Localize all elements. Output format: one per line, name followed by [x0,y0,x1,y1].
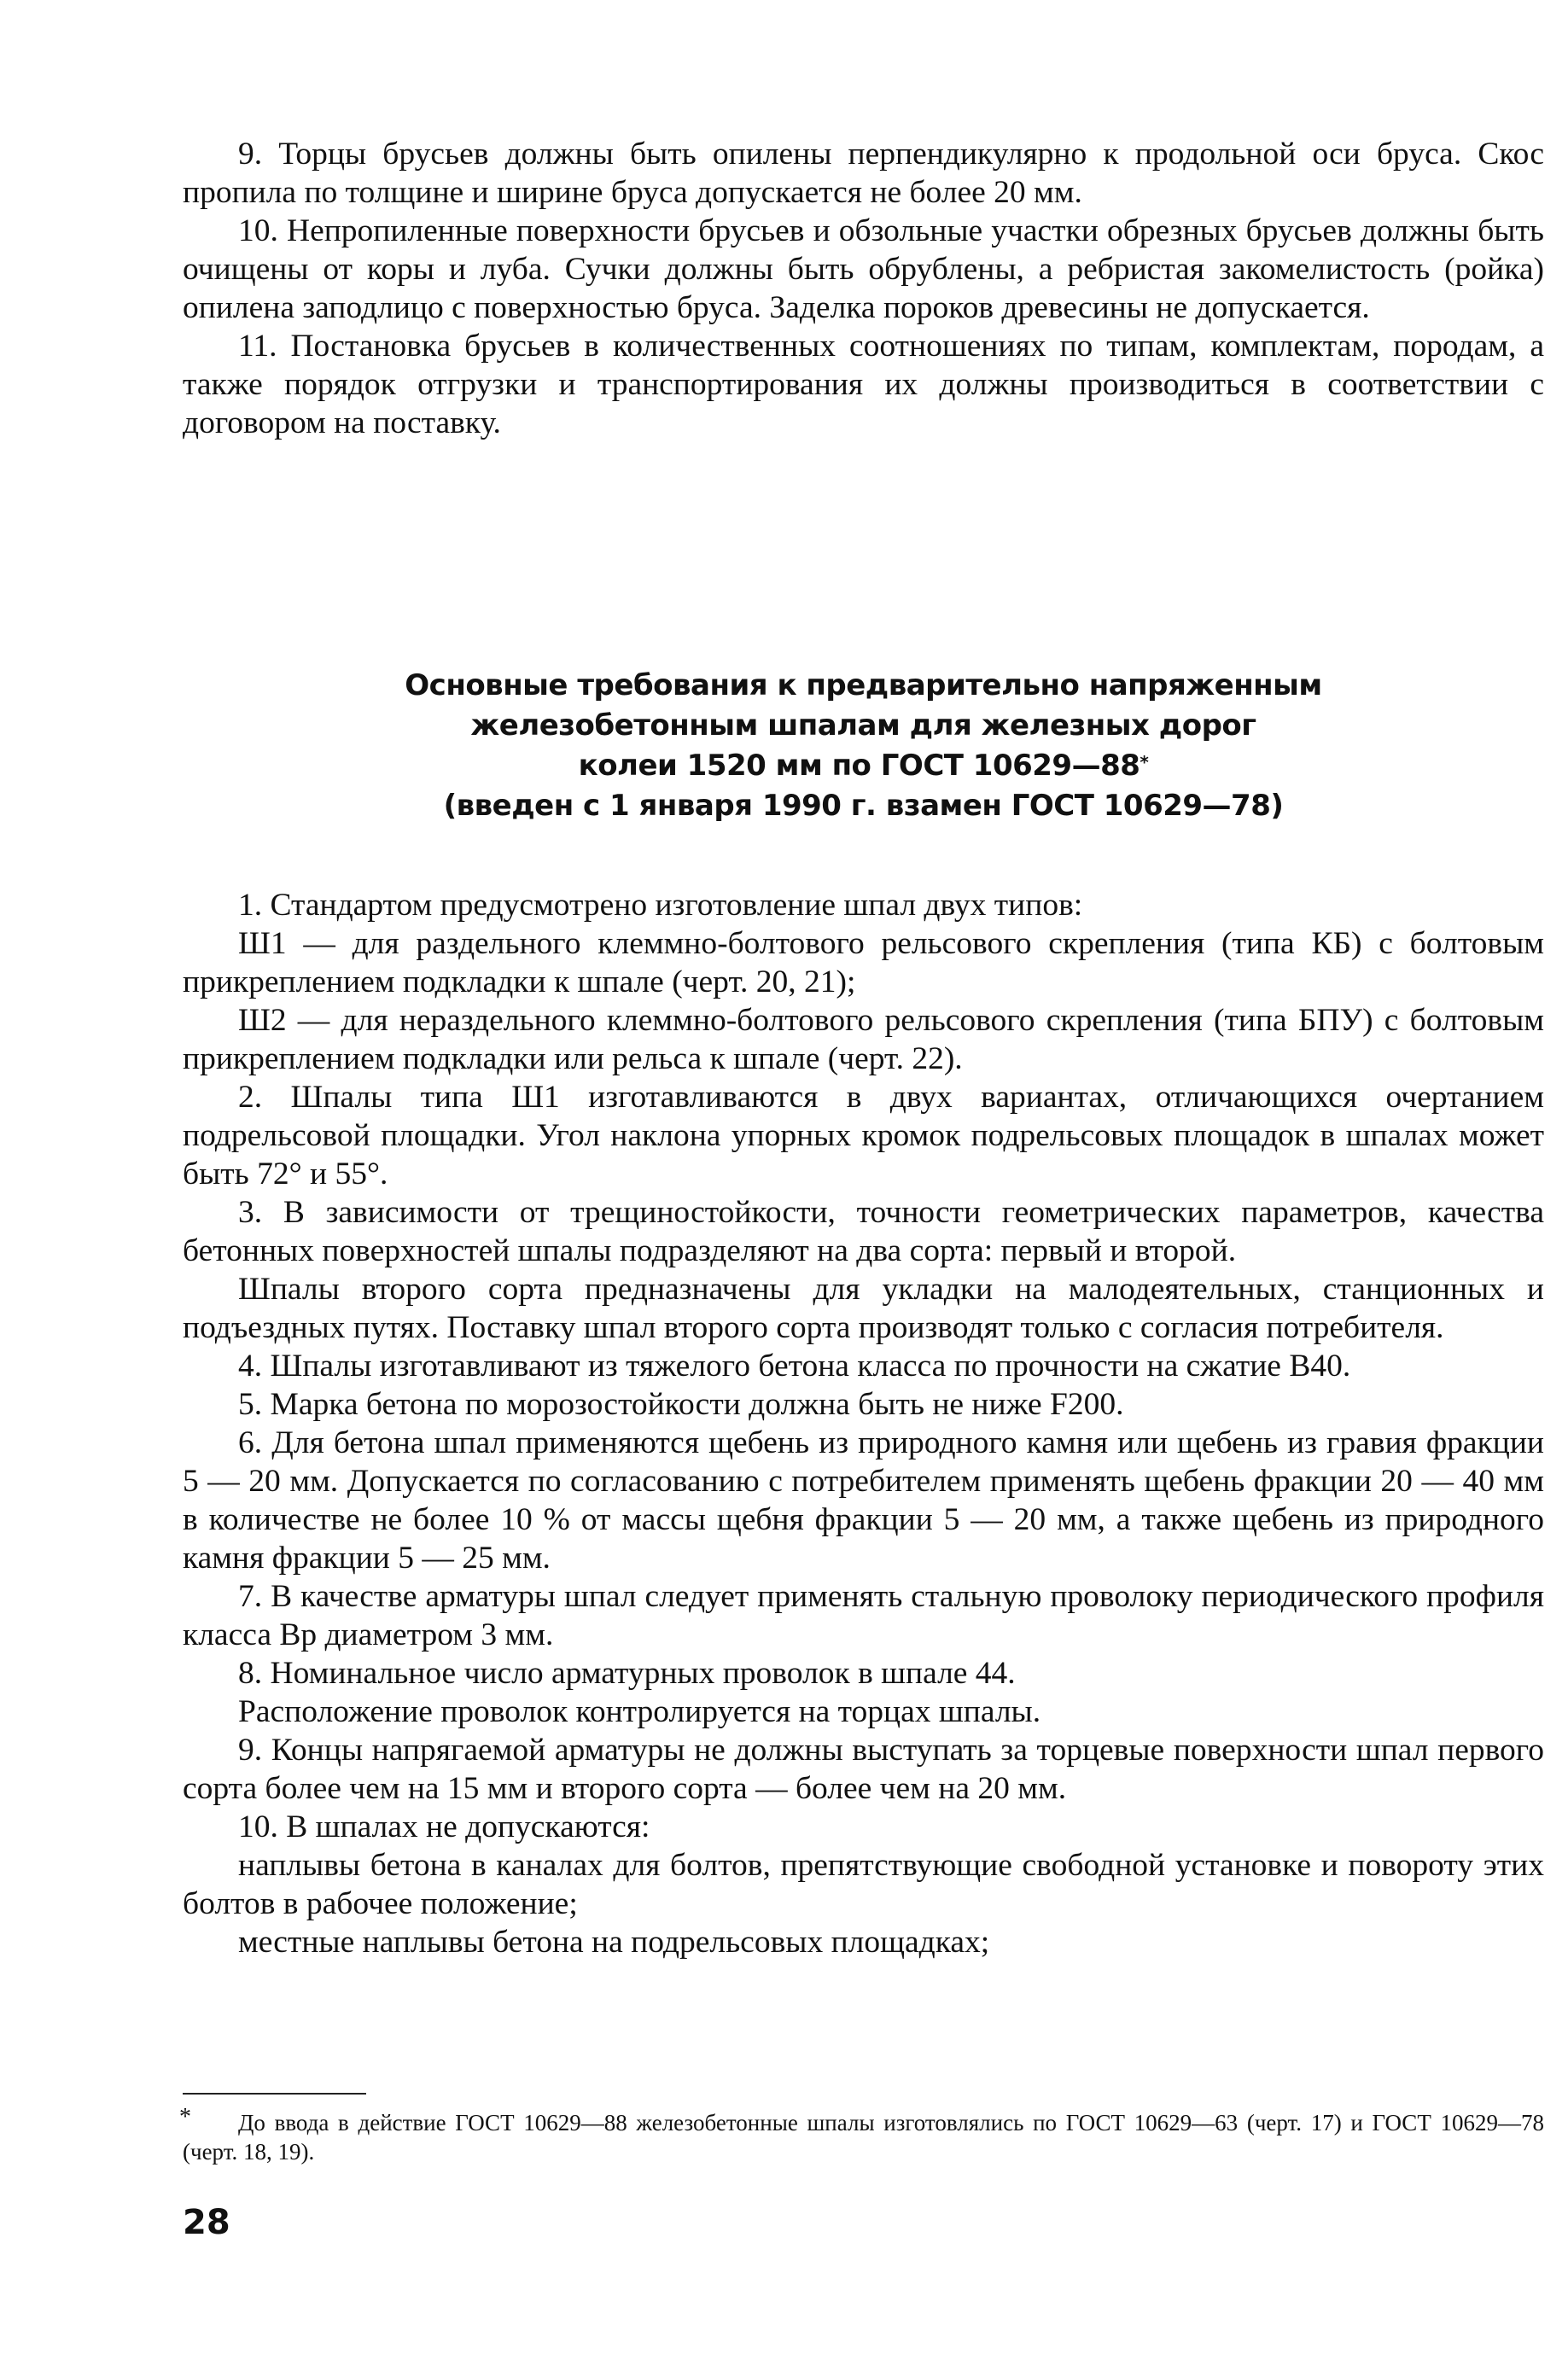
paragraph: Расположение проволок контролируется на торцах шпалы. [238,1694,1041,1729]
page-number: 28 [183,2203,230,2242]
paragraph: 11. Постановка брусьев в количественных соотношениях по типам, комплектам, породам, а также порядок отгрузки и транспортирования их должны производиться в соответствии с договором на поставку. [183,329,1544,440]
paragraph: 8. Номинальное число арматурных проволок в шпале 44. [238,1656,1016,1691]
footnote-text: До ввода в действие ГОСТ 10629—88 железобетонные шпалы изготовлялись по ГОСТ 10629—63 (черт. 17) и ГОСТ 10629—78 (черт. 18, 19). [183,2110,1544,2165]
heading-line: (введен с 1 января 1990 г. взамен ГОСТ 10629—78) [443,789,1284,823]
footnote [179,2104,1544,2166]
paragraph: местные наплывы бетона на подрельсовых площадках; [238,1925,990,1960]
paragraph: 4. Шпалы изготавливают из тяжелого бетона класса по прочности на сжатие В40. [238,1349,1351,1384]
paragraph: 7. В качестве арматуры шпал следует применять стальную проволоку периодического профиля класса Вр диаметром 3 мм. [183,1579,1544,1652]
paragraph: Шпалы второго сорта предназначены для укладки на малодеятельных, станционных и подъездных путях. Поставку шпал второго сорта производят только с согласия потребителя. [183,1272,1544,1345]
heading-line: железобетонным шпалам для железных дорог [470,708,1256,743]
heading-line: Основные требования к предварительно напряженным [405,668,1322,702]
paragraph: 2. Шпалы типа Ш1 изготавливаются в двух вариантах, отличающихся очертанием подрельсовой площадки. Угол наклона упорных кромок подрельсовых площадок в шпалах может быть 72° и 55°. [183,1080,1544,1192]
section-sleepers-requirements [183,886,1544,1961]
footnote-mark: * [179,2104,191,2130]
paragraph: Ш2 — для нераздельного клеммно-болтового рельсового скрепления (типа БПУ) с болтовым прикреплением подкладки или рельса к шпале (черт. 22). [183,1003,1544,1076]
paragraph: 9. Концы напрягаемой арматуры не должны выступать за торцевые поверхности шпал первого сорта более чем на 15 мм и второго сорта — более чем на 20 мм. [183,1733,1544,1806]
paragraph: 1. Стандартом предусмотрено изготовление шпал двух типов: [238,888,1083,923]
paragraph: 10. В шпалах не допускаются: [238,1809,650,1844]
paragraph: 9. Торцы брусьев должны быть опилены перпендикулярно к продольной оси бруса. Скос пропила по толщине и ширине бруса допускается не более 20 мм. [183,137,1544,210]
footnote-reference: * [1140,752,1149,772]
paragraph: 10. Непропиленные поверхности брусьев и обзольные участки обрезных брусьев должны быть очищены от коры и луба. Сучки должны быть обрублены, а ребристая закомелистость (ройка) опилена заподлицо с поверхностью бруса. Заделка пороков древесины не допускается. [183,213,1544,325]
paragraph: Ш1 — для раздельного клеммно-болтового рельсового скрепления (типа КБ) с болтовым прикреплением подкладки к шпале (черт. 20, 21); [183,926,1544,999]
section-beams-requirements [183,135,1544,442]
heading-line-text: колеи 1520 мм по ГОСТ 10629—88 [578,749,1140,783]
footnote-divider [183,2093,366,2095]
section-heading [183,666,1544,826]
paragraph: 6. Для бетона шпал применяются щебень из природного камня или щебень из гравия фракции 5 — 20 мм. Допускается по согласованию с потребителем применять щебень фракции 20 — 40 мм в количестве не более 10 % от массы щебня фракции 5 — 20 мм, а также щебень из природного камня фракции 5 — 25 мм. [183,1425,1544,1576]
paragraph: 5. Марка бетона по морозостойкости должна быть не ниже F200. [238,1387,1124,1422]
paragraph: 3. В зависимости от трещиностойкости, точности геометрических параметров, качества бетонных поверхностей шпалы подразделяют на два сорта: первый и второй. [183,1195,1544,1268]
paragraph: наплывы бетона в каналах для болтов, препятствующие свободной установке и повороту этих болтов в рабочее положение; [183,1848,1544,1921]
heading-line [183,746,1544,786]
